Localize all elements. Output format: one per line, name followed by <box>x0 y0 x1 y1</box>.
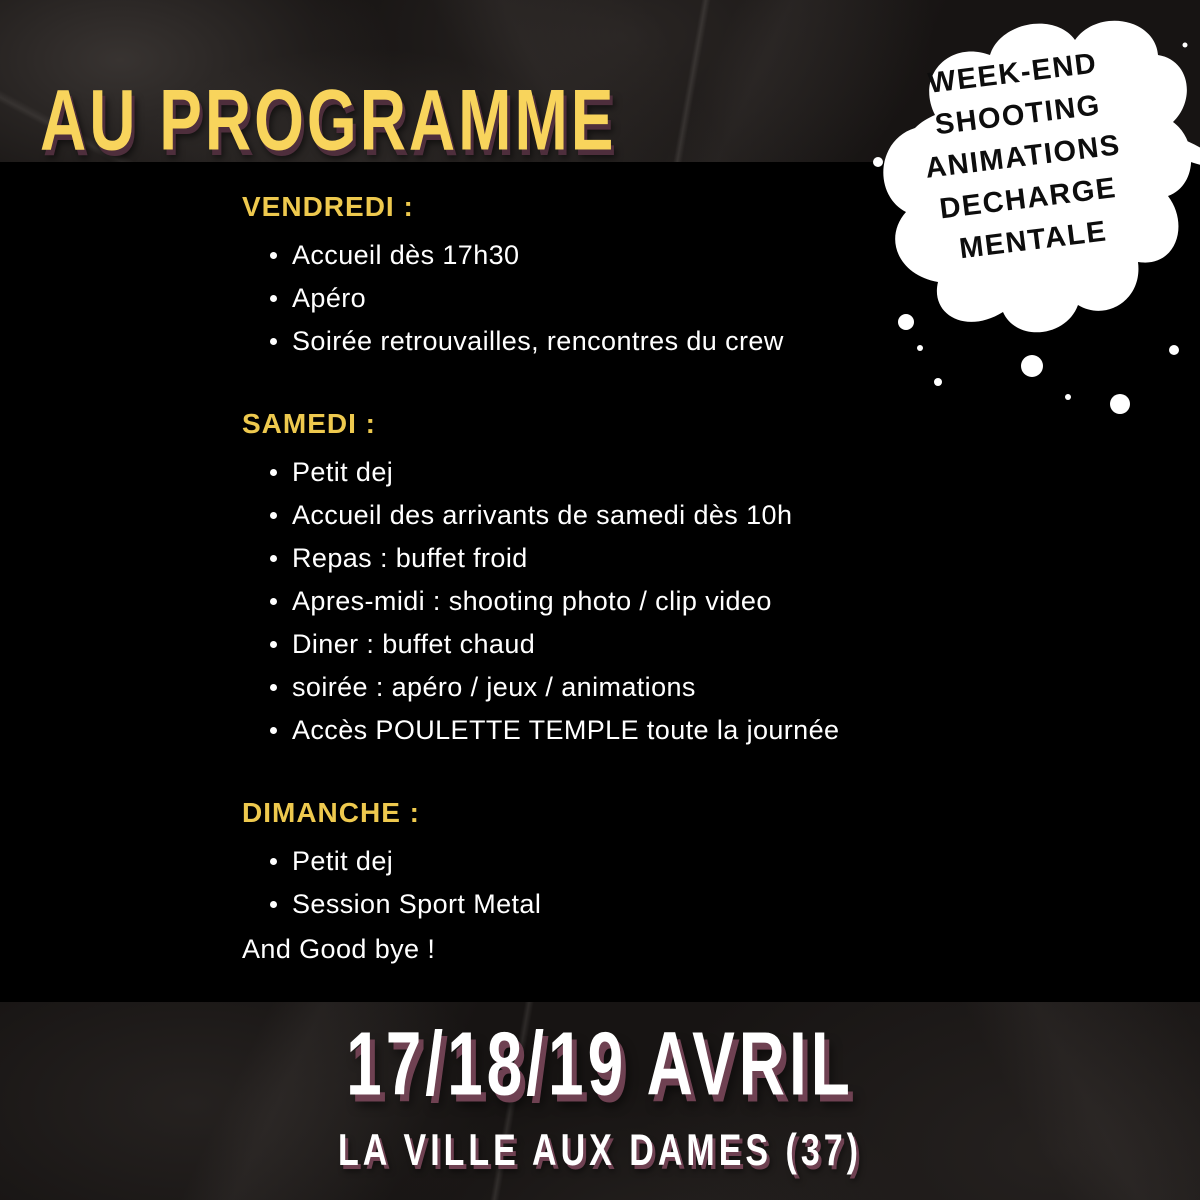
event-date: 17/18/19 AVRIL <box>346 1013 854 1115</box>
bullet-dot <box>270 555 277 562</box>
list-item-text: Accueil dès 17h30 <box>292 240 520 270</box>
list-item-text: Petit dej <box>292 457 394 487</box>
bullet-dot <box>270 338 277 345</box>
badge-line: ANIMATIONS <box>923 129 1123 185</box>
badge-text-block <box>886 38 1160 277</box>
section-heading-friday: VENDREDI : <box>242 191 414 222</box>
badge-line: SHOOTING <box>933 89 1103 142</box>
bullet-dot <box>270 252 277 259</box>
bullet-dot <box>270 295 277 302</box>
list-item <box>242 840 1002 883</box>
saturday-list <box>242 451 1002 752</box>
list-item <box>242 709 1002 752</box>
bullet-dot <box>270 901 277 908</box>
list-item <box>242 537 1002 580</box>
section-sunday <box>242 796 1002 971</box>
list-item <box>242 494 1002 537</box>
list-item-text: Repas : buffet froid <box>292 543 528 573</box>
list-item-text: Apres-midi : shooting photo / clip video <box>292 586 772 616</box>
list-item-text: Session Sport Metal <box>292 889 542 919</box>
sunday-list <box>242 840 1002 926</box>
list-item-text: Diner : buffet chaud <box>292 629 536 659</box>
bullet-dot <box>270 641 277 648</box>
list-item-text: Soirée retrouvailles, rencontres du crew <box>292 326 784 356</box>
event-location: LA VILLE AUX DAMES (37) <box>338 1126 862 1176</box>
list-item <box>242 580 1002 623</box>
section-heading-saturday: SAMEDI : <box>242 408 376 439</box>
closing-line: And Good bye ! <box>242 934 436 964</box>
bullet-dot <box>270 858 277 865</box>
list-item <box>242 666 1002 709</box>
section-heading-sunday: DIMANCHE : <box>242 797 420 828</box>
list-item-text: Accueil des arrivants de samedi dès 10h <box>292 500 793 530</box>
badge-line: MENTALE <box>957 215 1109 266</box>
badge-line: WEEK-END <box>926 47 1100 100</box>
bullet-dot <box>270 469 277 476</box>
list-item-text: soirée : apéro / jeux / animations <box>292 672 696 702</box>
list-item-text: Apéro <box>292 283 367 313</box>
bullet-dot <box>270 727 277 734</box>
poster-title: AU PROGRAMME <box>40 71 617 169</box>
bullet-dot <box>270 598 277 605</box>
badge-line: DECHARGE <box>937 171 1119 226</box>
bullet-dot <box>270 512 277 519</box>
list-item-text: Petit dej <box>292 846 394 876</box>
list-item <box>242 623 1002 666</box>
list-item <box>242 883 1002 926</box>
list-item-text: Accès POULETTE TEMPLE toute la journée <box>292 715 840 745</box>
bullet-dot <box>270 684 277 691</box>
